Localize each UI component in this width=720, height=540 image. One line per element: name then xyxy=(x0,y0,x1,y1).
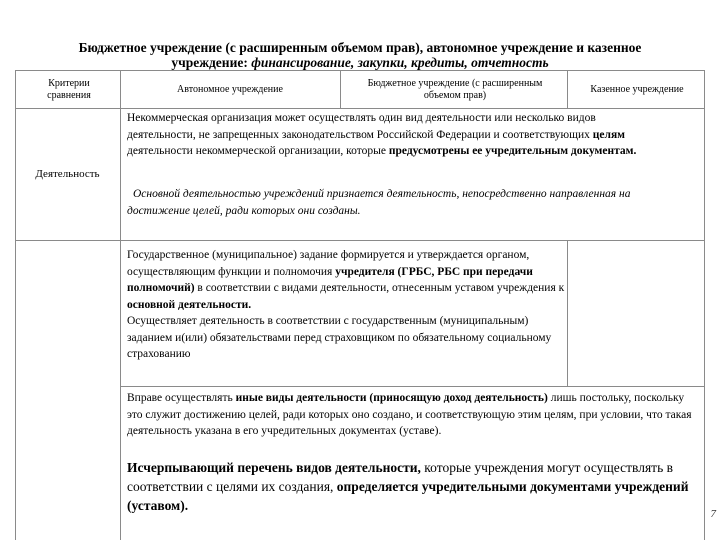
budget-column-border xyxy=(567,70,568,108)
state-task-part-2: в соответствии с видами деятельности, отнесенным уставом учреждения к xyxy=(194,282,565,294)
activity-main-definition: Основной деятельностью учреждений признается деятельность, непосредственно направленная на достижение целей, ради которых они созданы. xyxy=(127,188,631,217)
page-number: 7 xyxy=(710,508,716,520)
title-line-2-prefix: учреждение: xyxy=(171,55,252,70)
title-line-2-italic: финансирование, закупки, кредиты, отчетность xyxy=(251,55,549,70)
slide-title xyxy=(10,40,710,70)
activity-general-part-1: Некоммерческая организация может осуществлять один вид деятельности или несколько видов деятельности, не запрещенных законодательством Российской Федерации и соответствующих xyxy=(127,112,596,141)
exhaustive-list-text xyxy=(127,458,699,515)
header-state: Казенное учреждение xyxy=(590,84,684,95)
title-line-1: Бюджетное учреждение (с расширенным объемом прав), автономное учреждение и казенное xyxy=(78,40,642,55)
table-right-border xyxy=(704,70,705,540)
table-top-border xyxy=(15,70,705,71)
exhaustive-list-bold-2: определяется учредительными документами учреждений (уставом). xyxy=(127,479,689,513)
row-task-bottom-border xyxy=(120,386,705,387)
header-budget: Бюджетное учреждение (с расширенным объемом прав) xyxy=(367,78,543,101)
header-autonomous: Автономное учреждение xyxy=(177,84,283,95)
activity-general-text xyxy=(127,110,642,160)
criteria-column-border xyxy=(120,70,121,540)
comparison-table xyxy=(15,70,705,540)
title-line-2 xyxy=(10,55,710,70)
exhaustive-list-part-1: которые учреждения могут осуществлять в соответствии с целями их создания, xyxy=(127,460,673,494)
state-task-text xyxy=(127,247,567,363)
state-task-founder: учредителя (ГРБС, РБС при передачи полномочий) xyxy=(127,265,533,294)
other-activities-part-2: лишь постольку, поскольку это служит достижению целей, ради которых оно создано, и соответствующую этим целям, при условии, что такая деятельность указана в его учредительных документах (уставе). xyxy=(127,392,692,437)
other-activities-bold: иные виды деятельности (приносящую доход деятельность) xyxy=(235,392,548,404)
activity-general-part-2: деятельности некоммерческой организации, которые xyxy=(127,145,389,157)
table-left-border xyxy=(15,70,16,540)
state-task-paragraph-2: Осуществляет деятельность в соответствии с государственным (муниципальным) заданием и(или) обязательствами перед страховщиком по обязательному социальному страхованию xyxy=(127,315,552,360)
row-label-activity: Деятельность xyxy=(35,168,100,180)
activity-general-provided: предусмотрены ее учредительным документам. xyxy=(388,145,637,157)
autonomous-column-border xyxy=(340,70,341,108)
exhaustive-list-bold-1: Исчерпывающий перечень видов деятельности, xyxy=(127,460,421,475)
header-criteria: Критерии сравнения xyxy=(47,78,91,101)
header-bottom-border xyxy=(15,108,705,109)
state-column-border-lower xyxy=(567,240,568,386)
activity-general-goals: целям xyxy=(592,128,626,141)
row-activity-bottom-border xyxy=(15,240,705,241)
state-task-paragraph-1 xyxy=(127,247,567,313)
state-task-part-1: Государственное (муниципальное) задание формируется и утверждается органом, осуществляющим функции и полномочия xyxy=(127,249,530,278)
other-activities-text xyxy=(127,390,699,440)
other-activities-part-1: Вправе осуществлять xyxy=(127,392,236,404)
state-task-main-activity: основной деятельности. xyxy=(127,298,252,311)
